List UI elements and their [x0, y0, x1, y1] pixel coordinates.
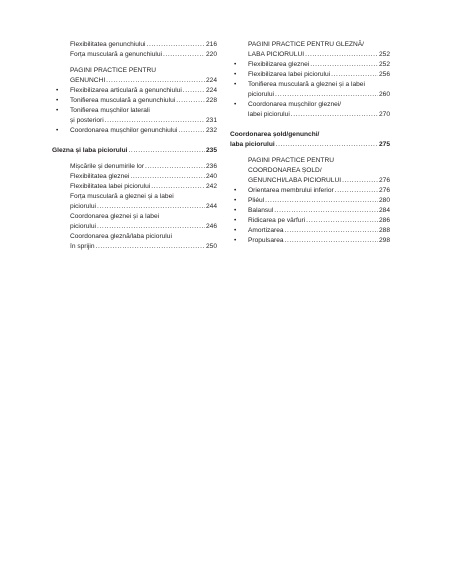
- toc-page-number: 252: [378, 51, 390, 58]
- toc-entry-label: • Coordonarea mușchilor genunchiului: [70, 127, 178, 134]
- toc-entry[interactable]: [52, 86, 217, 96]
- toc-right-column: [230, 40, 390, 246]
- toc-entry-label: Flexibilitatea genunchiului: [70, 41, 146, 48]
- dot-leader: [335, 186, 378, 196]
- toc-entry-label: labei piciorului: [248, 111, 290, 118]
- dot-leader: [105, 116, 205, 126]
- toc-page-number: 260: [378, 91, 390, 98]
- dot-leader: [106, 76, 205, 86]
- dot-leader: [130, 172, 205, 182]
- toc-section-heading: Coordonarea șold/genunchi/: [230, 131, 320, 138]
- toc-entry[interactable]: [230, 226, 390, 236]
- spacer: [230, 120, 390, 130]
- toc-page-number: 286: [378, 217, 390, 224]
- toc-entry[interactable]: [52, 222, 217, 232]
- toc-entry[interactable]: [52, 40, 217, 50]
- toc-entry[interactable]: [52, 96, 217, 106]
- toc-entry-label: Glezna și laba piciorului: [52, 147, 128, 154]
- toc-entry[interactable]: [230, 196, 390, 206]
- dot-leader: [285, 236, 378, 246]
- toc-entry-label: • Balansul: [248, 207, 274, 214]
- toc-entry[interactable]: [230, 176, 390, 186]
- toc-entry-label: • Orientarea membrului inferior: [248, 187, 334, 194]
- toc-page-number: 288: [378, 227, 390, 234]
- toc-page-number: 232: [205, 127, 217, 134]
- toc-entry-text: PAGINI PRACTICE PENTRU: [248, 157, 334, 164]
- toc-entry-label: în sprijin: [70, 243, 95, 250]
- toc-section-entry[interactable]: [52, 146, 217, 156]
- toc-page-number: 280: [378, 197, 390, 204]
- dot-leader: [97, 202, 205, 212]
- toc-entry[interactable]: [52, 76, 217, 86]
- toc-entry[interactable]: [52, 182, 217, 192]
- dot-leader: [275, 90, 378, 100]
- toc-entry[interactable]: [52, 50, 217, 60]
- toc-entry-label: • Flexibilizarea gleznei: [248, 61, 310, 68]
- dot-leader: [147, 40, 205, 50]
- toc-entry[interactable]: [52, 202, 217, 212]
- dot-leader: [285, 226, 378, 236]
- toc-page-number: 228: [205, 97, 217, 104]
- toc-entry-label: • Flexibilizarea articulară a genunchiului: [70, 87, 182, 94]
- toc-entry-label: • Ridicarea pe vârfuri: [248, 217, 306, 224]
- toc-entry-label: GENUNCHI/LABA PICIORULUI: [248, 177, 342, 184]
- dot-leader: [306, 216, 378, 226]
- toc-page-number: 224: [205, 87, 217, 94]
- toc-entry[interactable]: [230, 206, 390, 216]
- dot-leader: [305, 50, 378, 60]
- toc-entry[interactable]: [52, 242, 217, 252]
- toc-entry[interactable]: [52, 162, 217, 172]
- toc-entry[interactable]: [230, 216, 390, 226]
- toc-entry-label: Flexibilitatea gleznei: [70, 173, 130, 180]
- toc-entry[interactable]: [52, 126, 217, 136]
- toc-entry[interactable]: [52, 172, 217, 182]
- dot-leader: [331, 70, 378, 80]
- dot-leader: [310, 60, 378, 70]
- toc-entry-label: • Flexibilizarea labei piciorului: [248, 71, 331, 78]
- toc-entry-label: Mișcările și denumirile lor: [70, 163, 145, 170]
- dot-leader: [291, 110, 378, 120]
- toc-entry[interactable]: [52, 116, 217, 126]
- toc-page-number: 240: [205, 173, 217, 180]
- toc-entry[interactable]: [230, 60, 390, 70]
- toc-page-number: 235: [205, 147, 217, 154]
- toc-page-number: 220: [205, 51, 217, 58]
- toc-entry-text: Forța musculară a gleznei și a labei: [70, 193, 174, 200]
- toc-entry-label: LABA PICIORULUI: [248, 51, 305, 58]
- toc-left-column: [52, 40, 217, 252]
- dot-leader: [265, 196, 378, 206]
- toc-section-entry[interactable]: [230, 140, 390, 150]
- toc-entry-label: • Propulsarea: [248, 237, 284, 244]
- toc-page-number: 246: [205, 223, 217, 230]
- toc-entry[interactable]: [230, 50, 390, 60]
- toc-entry-text: • Tonifierea musculară a gleznei și a labei: [230, 80, 390, 90]
- toc-page-number: 270: [378, 111, 390, 118]
- toc-page-number: 252: [378, 61, 390, 68]
- toc-entry[interactable]: [230, 186, 390, 196]
- toc-page-number: 276: [378, 177, 390, 184]
- toc-entry-text: Coordonarea gleznă/laba piciorului: [70, 233, 172, 240]
- dot-leader: [178, 126, 205, 136]
- toc-page-number: 284: [378, 207, 390, 214]
- dot-leader: [145, 162, 205, 172]
- toc-entry-label: Forța musculară a genunchiului: [70, 51, 162, 58]
- toc-page-number: 216: [205, 41, 217, 48]
- toc-page-number: 224: [205, 77, 217, 84]
- toc-entry-label: Flexibilitatea labei piciorului: [70, 183, 151, 190]
- toc-page-number: 244: [205, 203, 217, 210]
- dot-leader: [128, 146, 205, 156]
- toc-page-number: 275: [378, 141, 390, 148]
- toc-entry-label: GENUNCHI: [70, 77, 106, 84]
- toc-entry[interactable]: [230, 236, 390, 246]
- dot-leader: [274, 206, 378, 216]
- toc-entry-text: PAGINI PRACTICE PENTRU: [70, 67, 156, 74]
- toc-entry-label: laba piciorului: [230, 141, 275, 148]
- dot-leader: [342, 176, 378, 186]
- dot-leader: [183, 86, 205, 96]
- dot-leader: [163, 50, 205, 60]
- dot-leader: [276, 140, 378, 150]
- toc-entry-label: și posteriori: [70, 117, 104, 124]
- toc-entry-text: • Coordonarea mușchilor gleznei/: [230, 100, 390, 110]
- toc-entry[interactable]: [230, 110, 390, 120]
- toc-entry-label: piciorului: [70, 203, 97, 210]
- toc-entry-text: • Tonifierea mușchilor laterali: [52, 106, 217, 116]
- toc-entry-text: Coordonarea gleznei și a labei: [70, 213, 160, 220]
- toc-entry-label: • Amortizarea: [248, 227, 284, 234]
- dot-leader: [96, 242, 205, 252]
- toc-page-number: 256: [378, 71, 390, 78]
- toc-entry-label: • Tonifierea musculară a genunchiului: [70, 97, 176, 104]
- toc-entry-label: • Pliéul: [248, 197, 265, 204]
- toc-page-number: 298: [378, 237, 390, 244]
- dot-leader: [151, 182, 205, 192]
- toc-entry-label: piciorului: [248, 91, 275, 98]
- spacer: [52, 136, 217, 146]
- toc-page-number: 276: [378, 187, 390, 194]
- toc-entry[interactable]: [230, 70, 390, 80]
- toc-page-number: 231: [205, 117, 217, 124]
- toc-entry-text: PAGINI PRACTICE PENTRU GLEZNĂ/: [248, 41, 365, 48]
- toc-entry[interactable]: [230, 90, 390, 100]
- toc-page-number: 242: [205, 183, 217, 190]
- toc-entry-text: COORDONAREA ȘOLD/: [248, 167, 322, 174]
- toc-entry-label: piciorului: [70, 223, 97, 230]
- toc-page-number: 236: [205, 163, 217, 170]
- toc-page-number: 250: [205, 243, 217, 250]
- dot-leader: [176, 96, 205, 106]
- dot-leader: [97, 222, 205, 232]
